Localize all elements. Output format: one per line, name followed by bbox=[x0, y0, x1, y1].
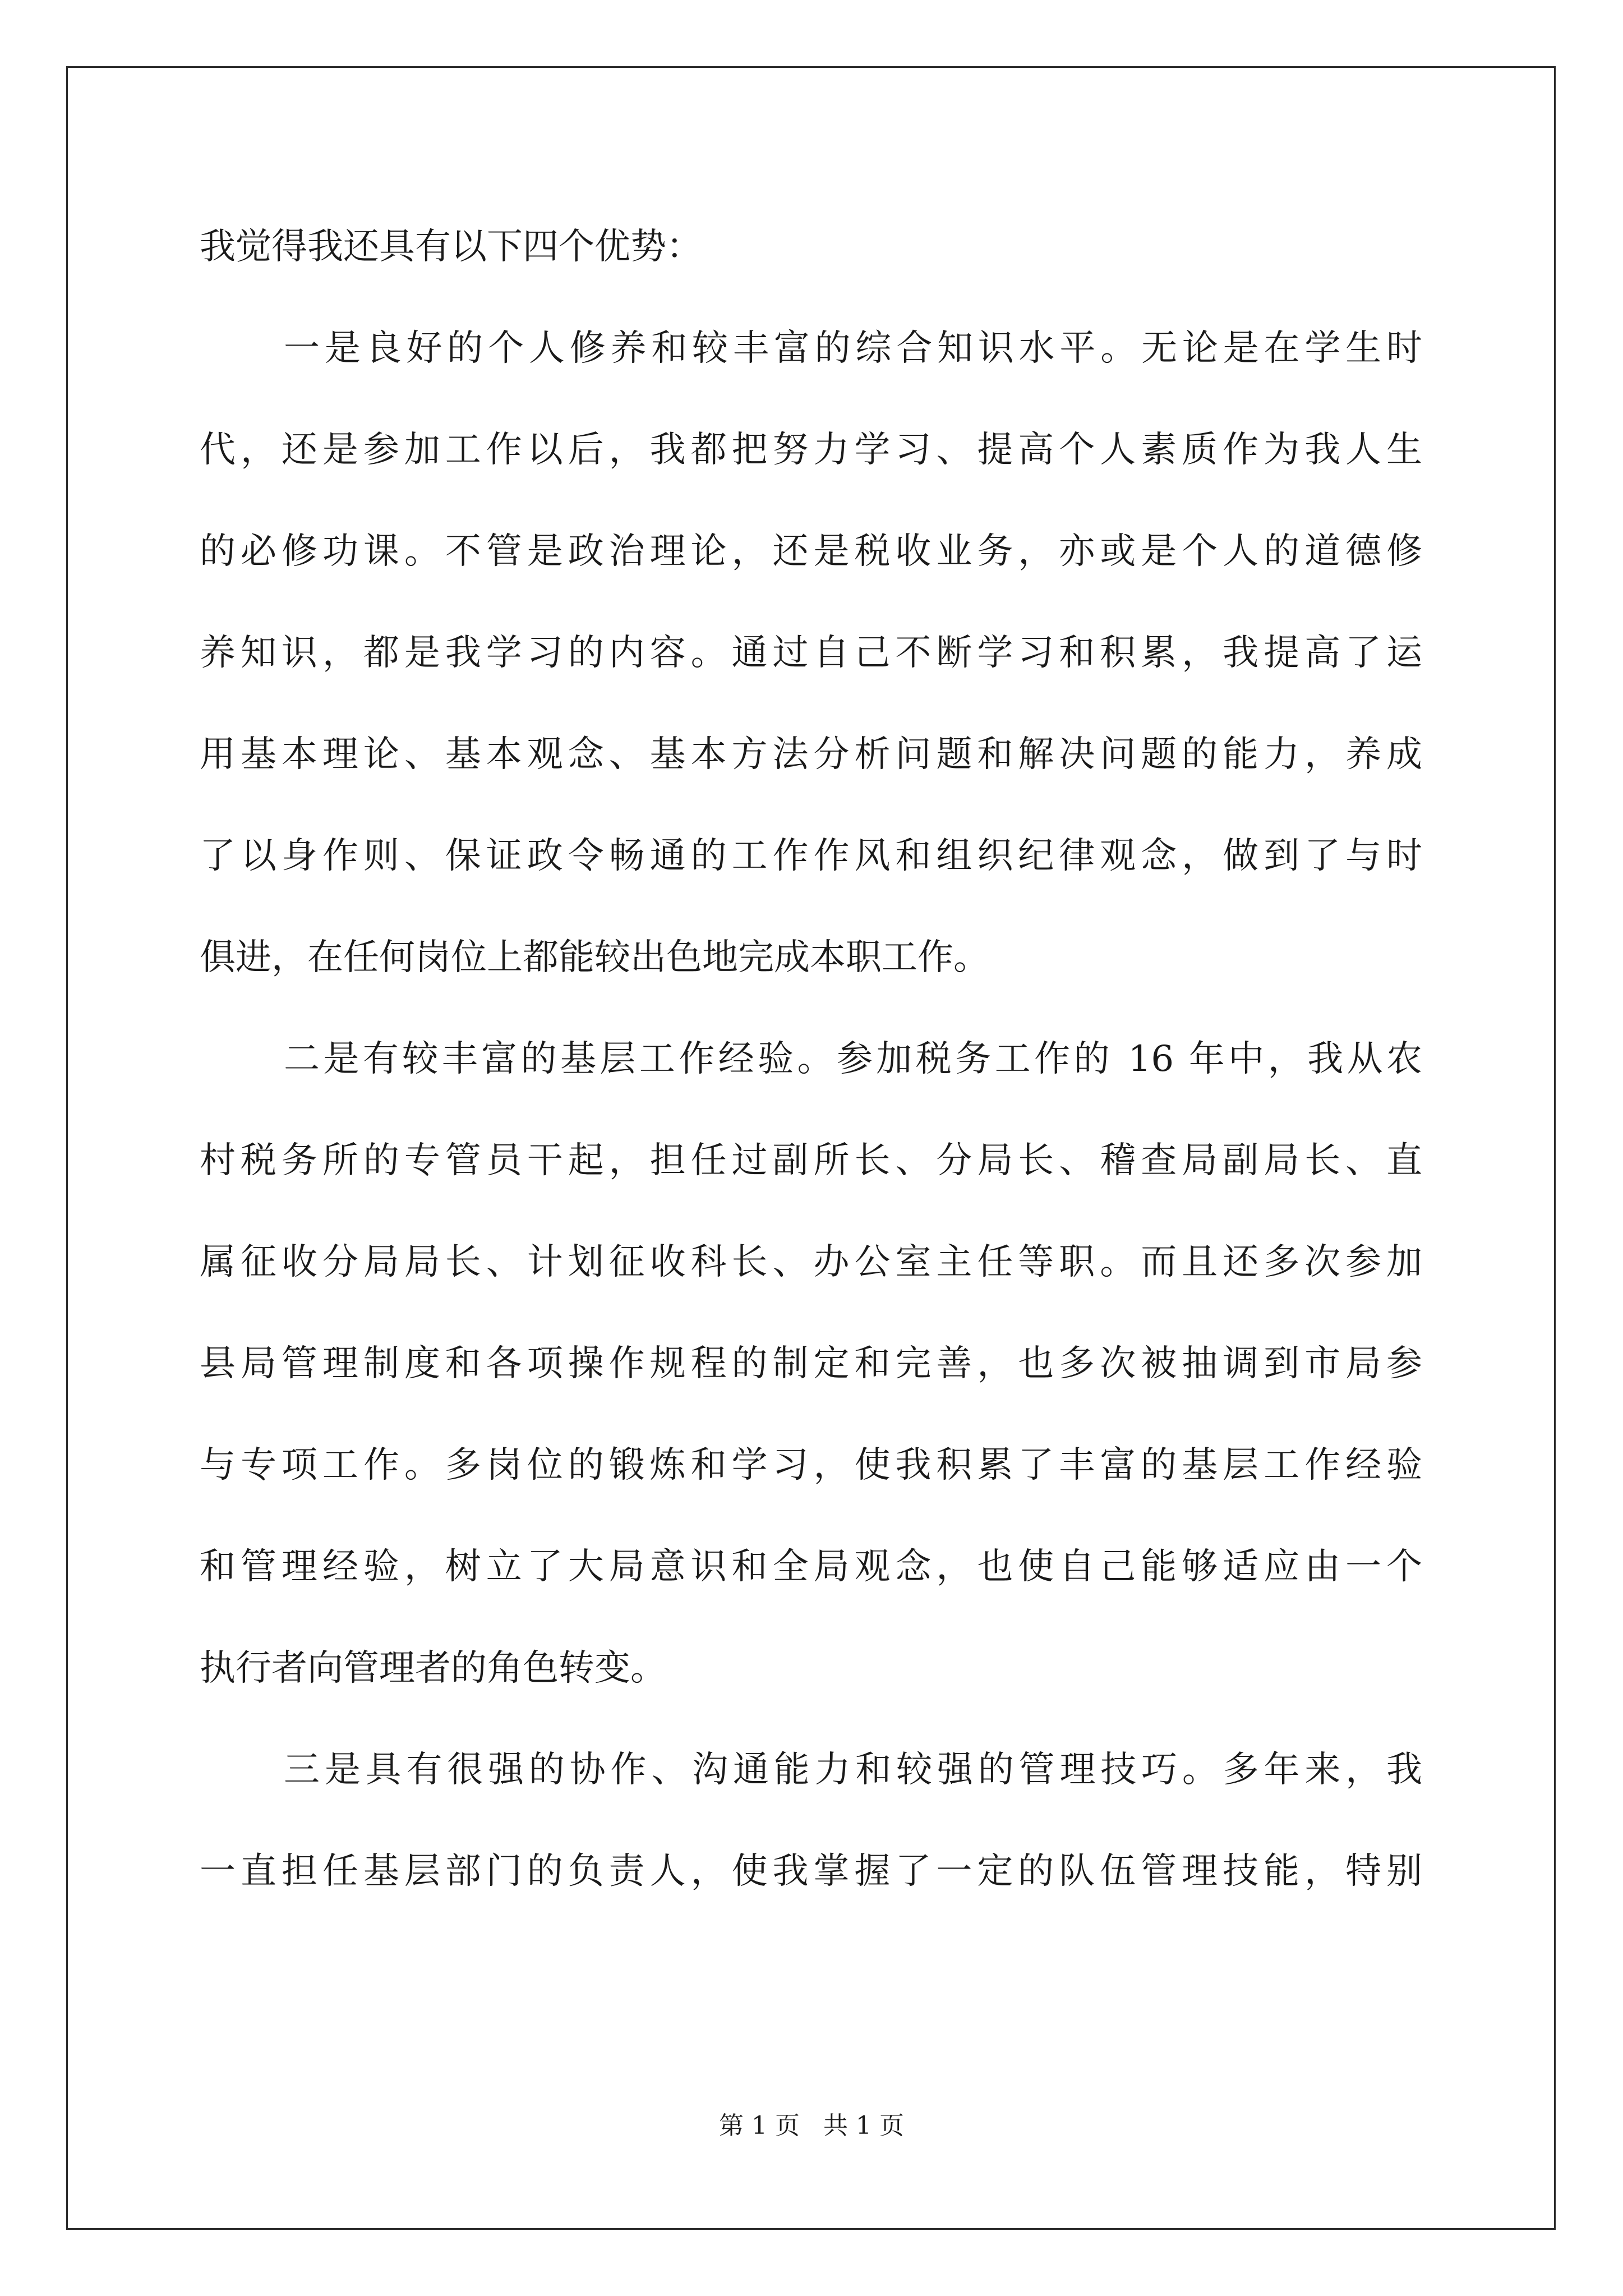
text-line: 我觉得我还具有以下四个优势： bbox=[200, 226, 702, 268]
text-line: 代，还是参加工作以后，我都把努力学习、提高个人素质作为我人生 bbox=[200, 429, 1422, 471]
text-line: 执行者向管理者的角色转变。 bbox=[200, 1648, 666, 1689]
text-line: 村税务所的专管员干起，担任过副所长、分局长、稽查局副局长、直 bbox=[200, 1140, 1422, 1181]
text-line: 养知识，都是我学习的内容。通过自己不断学习和积累，我提高了运 bbox=[200, 632, 1422, 674]
page-footer: 第 1 页 共 1 页 bbox=[719, 2111, 904, 2140]
text-line: 俱进，在任何岗位上都能较出色地完成本职工作。 bbox=[200, 937, 989, 978]
text-line: 二是有较丰富的基层工作经验。参加税务工作的 16 年中，我从农 bbox=[284, 1038, 1422, 1080]
document-body bbox=[200, 222, 1422, 1948]
text-line: 用基本理论、基本观念、基本方法分析问题和解决问题的能力，养成 bbox=[200, 734, 1422, 775]
text-line: 属征收分局局长、计划征收科长、办公室主任等职。而且还多次参加 bbox=[200, 1241, 1422, 1283]
text-line: 和管理经验，树立了大局意识和全局观念，也使自己能够适应由一个 bbox=[200, 1546, 1422, 1588]
text-line: 与专项工作。多岗位的锻炼和学习，使我积累了丰富的基层工作经验 bbox=[200, 1444, 1422, 1486]
text-line: 一直担任基层部门的负责人，使我掌握了一定的队伍管理技能，特别 bbox=[200, 1851, 1422, 1892]
text-line: 县局管理制度和各项操作规程的制定和完善，也多次被抽调到市局参 bbox=[200, 1343, 1422, 1384]
text-line: 三是具有很强的协作、沟通能力和较强的管理技巧。多年来，我 bbox=[284, 1749, 1422, 1791]
text-line: 一是良好的个人修养和较丰富的综合知识水平。无论是在学生时 bbox=[284, 328, 1422, 369]
text-line: 的必修功课。不管是政治理论，还是税收业务，亦或是个人的道德修 bbox=[200, 531, 1422, 572]
text-line: 了以身作则、保证政令畅通的工作作风和组织纪律观念，做到了与时 bbox=[200, 835, 1422, 877]
